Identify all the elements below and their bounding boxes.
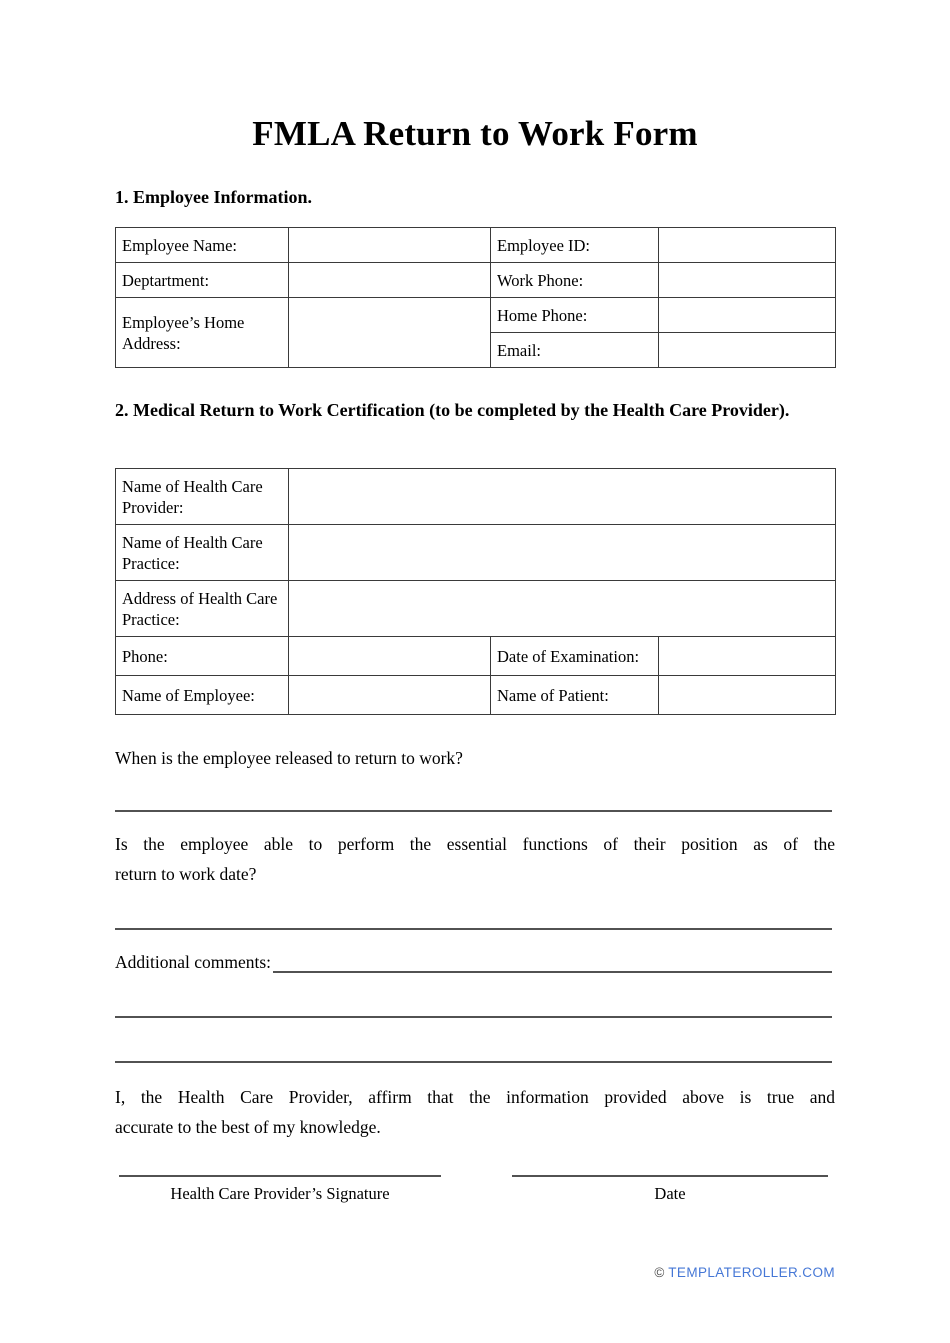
practice-name-input[interactable]: [289, 525, 836, 581]
provider-name-input[interactable]: [289, 469, 836, 525]
signature-section: [115, 1150, 835, 1204]
table-row: [116, 469, 836, 525]
date-column: [512, 1150, 828, 1204]
exam-date-input[interactable]: [659, 637, 836, 676]
employee-name-2-input[interactable]: [289, 676, 491, 715]
question-essential-functions-line2: return to work date?: [115, 864, 257, 884]
department-input[interactable]: [289, 263, 491, 298]
department-label: Deptartment:: [116, 263, 289, 298]
employee-name-label: Employee Name:: [116, 228, 289, 263]
additional-comments-line-2[interactable]: [115, 1016, 832, 1018]
email-input[interactable]: [659, 333, 836, 368]
copyright-symbol: ©: [654, 1265, 665, 1280]
table-row: [116, 298, 836, 333]
phone-input[interactable]: [289, 637, 491, 676]
release-date-answer-line[interactable]: [115, 810, 832, 812]
additional-comments-label: Additional comments:: [115, 952, 272, 972]
practice-name-label: Name of Health Care Practice:: [116, 525, 289, 581]
employee-id-input[interactable]: [659, 228, 836, 263]
employee-info-table: [115, 227, 836, 368]
home-address-label: Employee’s Home Address:: [116, 298, 289, 368]
affirmation-line2: accurate to the best of my knowledge.: [115, 1117, 381, 1137]
affirmation-line1: I, the Health Care Provider, affirm that the information provided above is true and: [115, 1087, 835, 1107]
phone-label: Phone:: [116, 637, 289, 676]
signature-column: [119, 1150, 441, 1204]
work-phone-input[interactable]: [659, 263, 836, 298]
email-label: Email:: [491, 333, 659, 368]
employee-id-label: Employee ID:: [491, 228, 659, 263]
practice-address-label: Address of Health Care Practice:: [116, 581, 289, 637]
home-phone-input[interactable]: [659, 298, 836, 333]
provider-signature-line[interactable]: [119, 1150, 441, 1177]
signature-date-label: Date: [654, 1184, 686, 1203]
question-release-date: When is the employee released to return to work?: [115, 748, 463, 768]
provider-signature-label: Health Care Provider’s Signature: [170, 1184, 390, 1203]
table-row: [116, 263, 836, 298]
section1-heading: 1. Employee Information.: [115, 187, 312, 207]
table-row: [116, 676, 836, 715]
employee-name-2-label: Name of Employee:: [116, 676, 289, 715]
affirmation-statement: [115, 1082, 835, 1142]
table-row: [116, 525, 836, 581]
home-address-input[interactable]: [289, 298, 491, 368]
employee-name-input[interactable]: [289, 228, 491, 263]
practice-address-input[interactable]: [289, 581, 836, 637]
question-essential-functions-line1: Is the employee able to perform the essential functions of their position as of the: [115, 834, 835, 854]
essential-functions-answer-line[interactable]: [115, 928, 832, 930]
signature-date-line[interactable]: [512, 1150, 828, 1177]
work-phone-label: Work Phone:: [491, 263, 659, 298]
table-row: [116, 637, 836, 676]
page-title: FMLA Return to Work Form: [252, 114, 698, 153]
table-row: [116, 581, 836, 637]
patient-name-label: Name of Patient:: [491, 676, 659, 715]
home-phone-label: Home Phone:: [491, 298, 659, 333]
exam-date-label: Date of Examination:: [491, 637, 659, 676]
additional-comments-row: [115, 951, 832, 973]
question-essential-functions: [115, 829, 835, 889]
page-footer: [654, 1265, 835, 1281]
section2-heading: 2. Medical Return to Work Certification (to be completed by the Health Care Provider).: [115, 400, 790, 420]
additional-comments-line-3[interactable]: [115, 1061, 832, 1063]
patient-name-input[interactable]: [659, 676, 836, 715]
provider-name-label: Name of Health Care Provider:: [116, 469, 289, 525]
table-row: [116, 228, 836, 263]
templateroller-link[interactable]: TEMPLATEROLLER.COM: [668, 1265, 835, 1280]
medical-certification-table: [115, 468, 836, 715]
additional-comments-line-1[interactable]: [273, 951, 832, 973]
